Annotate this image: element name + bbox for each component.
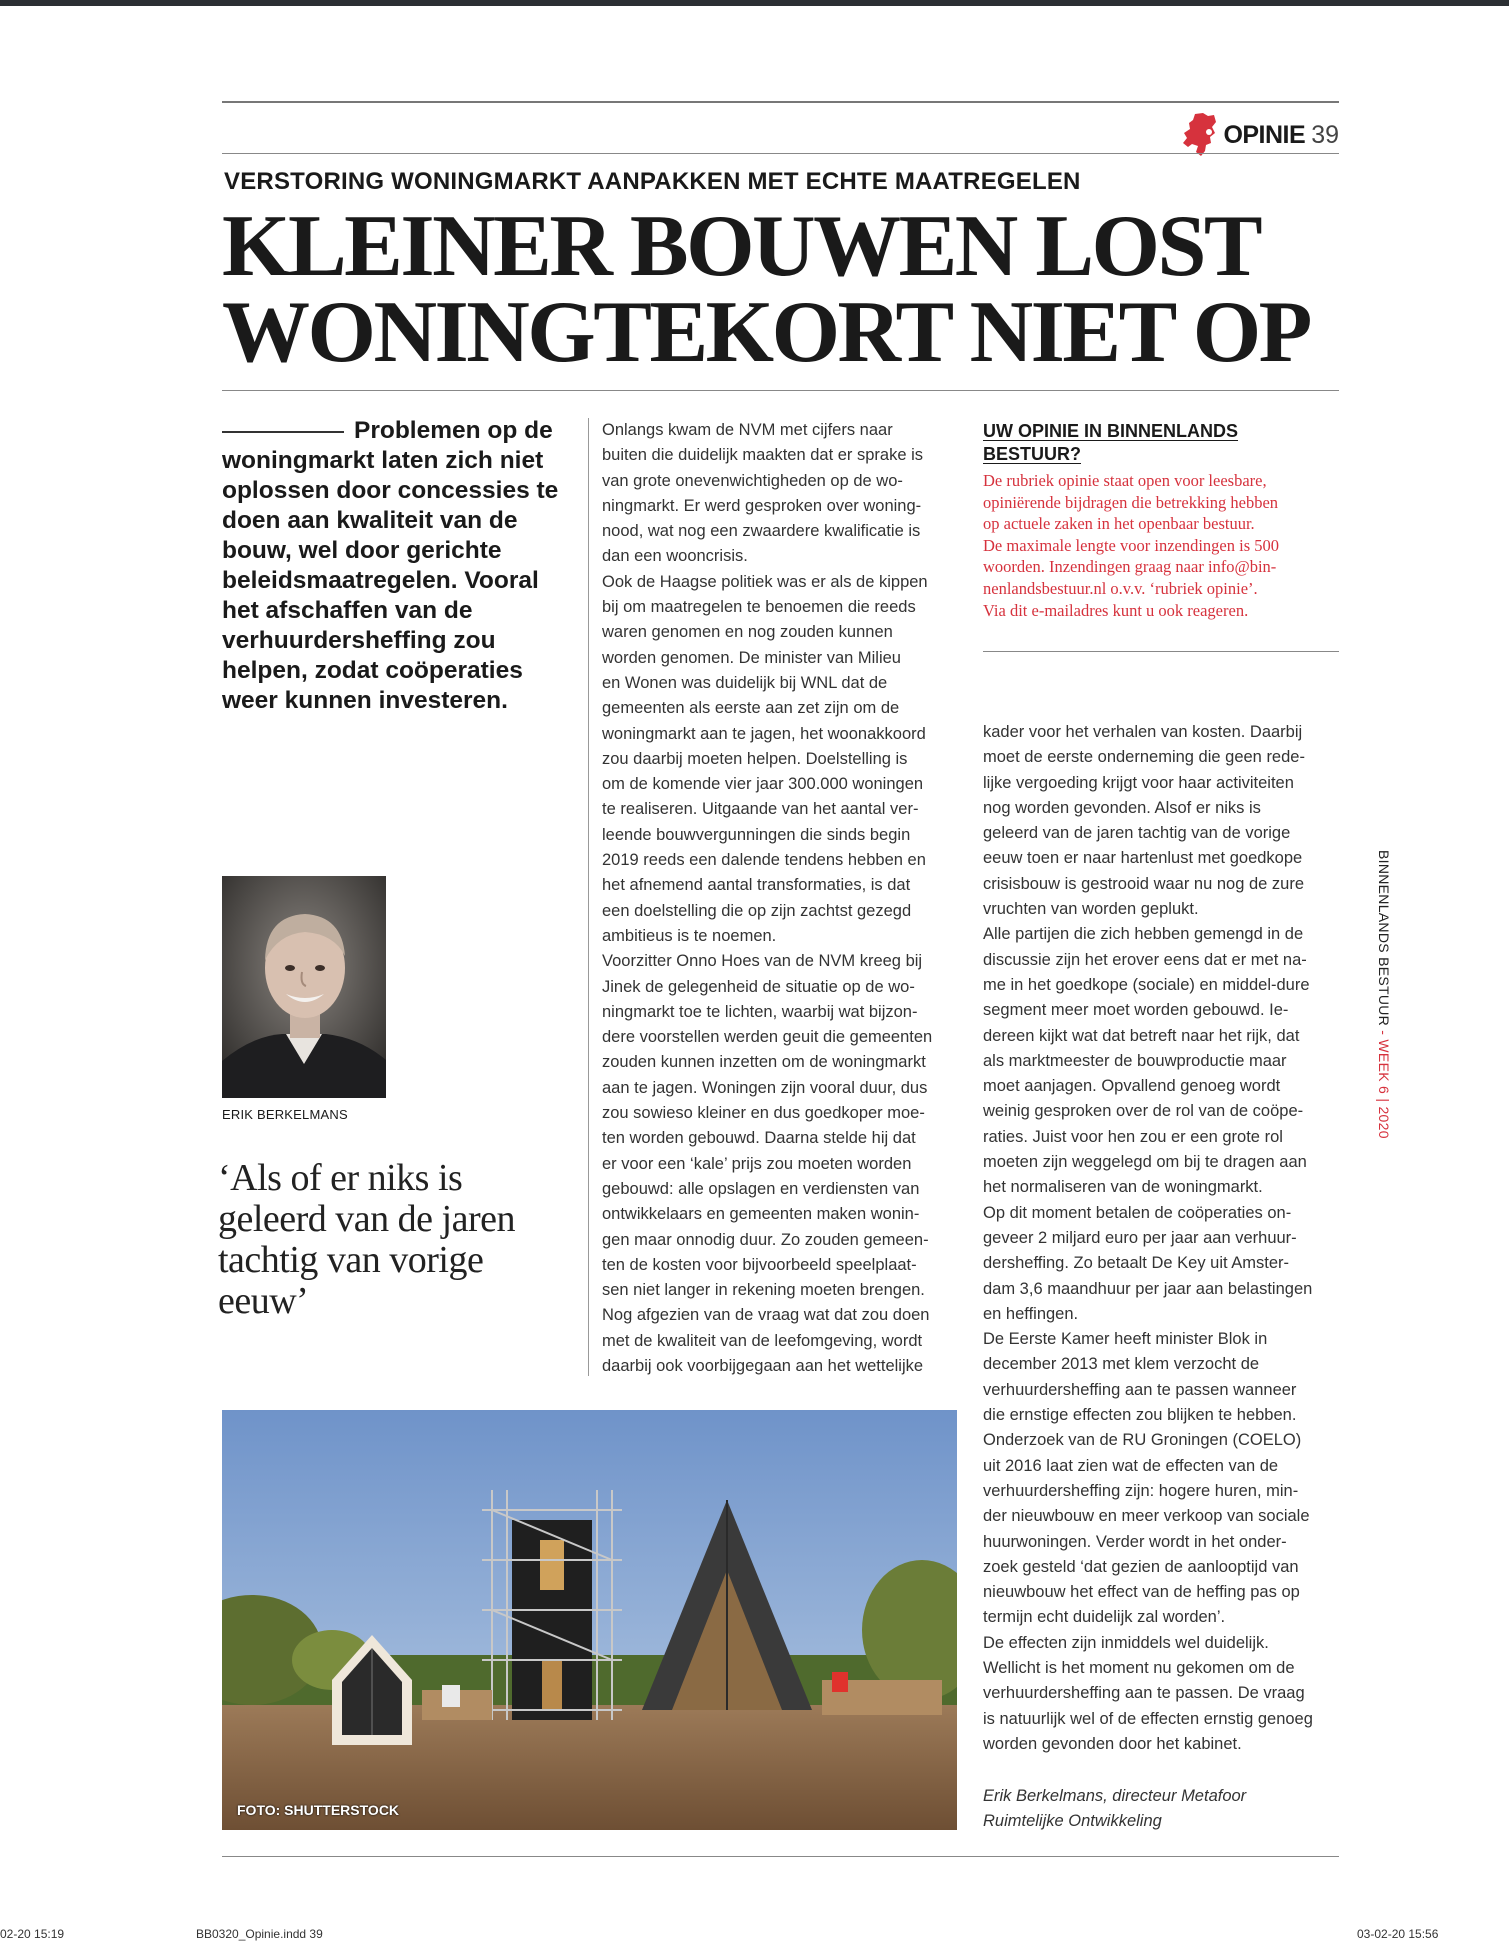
vertical-publication-label: [1376, 850, 1392, 1139]
footer-center: BB0320_Opinie.indd 39: [196, 1927, 323, 1941]
publication-name: BINNENLANDS BESTUUR: [1376, 850, 1392, 1027]
window-top-bar: [0, 0, 1509, 6]
netherlands-map-icon: [1181, 112, 1217, 158]
intro-text: Problemen op de woningmarkt laten zich niet oplossen door concessies te doen aan kwaliteit van de bouw, wel door gerichte beleidsmaatregelen. Vooral het afschaffen van de verhuurdersheffing zou helpen, zodat coöperaties weer kunnen investeren.: [222, 417, 559, 714]
author-byline: Erik Berkelmans, directeur Metafoor Ruimtelijke Ontwikkeling: [983, 1787, 1247, 1830]
headline-line-2: WONINGTEKORT NIET OP: [222, 284, 1310, 381]
headline-rule: [222, 390, 1339, 391]
section-rule: [222, 153, 1339, 154]
article-kicker: VERSTORING WONINGMARKT AANPAKKEN MET ECHTE MAATREGELEN: [224, 168, 1081, 195]
main-photo: [222, 1410, 957, 1830]
portrait-caption: ERIK BERKELMANS: [222, 1107, 348, 1122]
opinion-box-title: UW OPINIE IN BINNENLANDS BESTUUR?: [983, 421, 1239, 464]
headline-line-1: KLEINER BOUWEN LOST: [222, 198, 1261, 295]
footer-right: 03-02-20 15:56: [1357, 1927, 1439, 1941]
article-column-3: kader voor het verhalen van kosten. Daarbij moet de eerste onderneming die geen rede- lijke vergoeding krijgt voor haar activiteiten nog worden gevonden. Alsof er niks is geleerd van de jaren tachtig van de vorige eeuw toen er naar hartenlust met goedkope crisisbouw is gestrooid waar nu nog de zure vruchten van worden geplukt. Alle partijen die zich hebben gemengd in de discussie zijn het erover eens dat er met na- me in het goedkope (sociale) en middel-dure segment meer moet worden gebouwd. Ie- dereen kijkt wat dat betreft naar het rijk, dat als marktmeester de bouwproductie maar moet aanjagen. Opvallend genoeg wordt weinig gesproken over de rol van de coöpe- raties. Juist voor hen zou er een grote rol moeten zijn weggelegd om bij te dragen aan het normaliseren van de woningmarkt. Op dit moment betalen de coöperaties on- geveer 2 miljard euro per jaar aan verhuur- dersheffing. Zo betaalt De Key uit Amster- dam 3,6 maandhuur per jaar aan belastingen en heffingen. De Eerste Kamer heeft minister Blok in december 2013 met klem verzocht de verhuurdersheffing aan te passen wanneer die ernstige effecten zou blijken te hebben. Onderzoek van de RU Groningen (COELO) uit 2016 laat zien wat de effecten van de verhuurdersheffing zijn: hogere huren, min- der nieuwbouw en meer verkoop van sociale huurwoningen. Verder wordt in het onder- zoek gesteld ‘dat gezien de aanlooptijd van nieuwbouw het effect van de heffing pas op termijn echt duidelijk zal worden’. De effecten zijn inmiddels wel duidelijk. Wellicht is het moment nu gekomen om de verhuurdersheffing aan te passen. De vraag is natuurlijk wel of de effecten ernstig genoeg worden gevonden door het kabinet.: [983, 723, 1313, 1753]
opinion-box-rule: [983, 651, 1339, 652]
column-divider: [588, 418, 589, 1376]
opinion-box-body: De rubriek opinie staat open voor leesbare, opiniërende bijdragen die betrekking hebben op actuele zaken in het openbaar bestuur. De maximale lengte voor inzendingen is 500 woorden. Inzendingen graag naar info@bin- nenlandsbestuur.nl o.v.v. ‘rubriek opinie’. Via dit e-mailadres kunt u ook reageren.: [983, 471, 1280, 620]
section-header: [1181, 112, 1339, 158]
bottom-rule: [222, 1856, 1339, 1857]
tiny-houses-image: [222, 1410, 957, 1830]
page-number: 39: [1311, 120, 1339, 149]
section-label: OPINIE: [1223, 120, 1306, 149]
article-column-2: Onlangs kwam de NVM met cijfers naar buiten die duidelijk maakten dat er sprake is van grote onevenwichtigheden op de wo- ningmarkt. Er werd gesproken over woning- nood, wat nog een zwaardere kwalificatie is dan een wooncrisis. Ook de Haagse politiek was er als de kippen bij om maatregelen te benoemen die reeds waren genomen en nog zouden kunnen worden genomen. De minister van Milieu en Wonen was duidelijk bij WNL dat de gemeenten als eerste aan zet zijn om de woningmarkt aan te jagen, het woonakkoord zou daarbij moeten helpen. Doelstelling is om de komende vier jaar 300.000 woningen te realiseren. Uitgaande van het aantal ver- leende bouwvergunningen die sinds begin 2019 reeds een dalende tendens hebben en het afnemend aantal transformaties, is dat een doelstelling die op zijn zachtst gezegd ambitieus is te noemen. Voorzitter Onno Hoes van de NVM kreeg bij Jinek de gelegenheid de situatie op de wo- ningmarkt toe te lichten, waarbij wat bijzon- dere voorstellen werden geuit die gemeenten zouden kunnen inzetten om de woningmarkt aan te jagen. Woningen zijn vooral duur, dus zou sowieso kleiner en dus goedkoper moe- ten worden gebouwd. Daarna stelde hij dat er voor een ‘kale’ prijs zou moeten worden gebouwd: alle opslagen en verdiensten van ontwikkelaars en gemeenten maken wonin- gen maar onnodig duur. Zo zouden gemeen- ten de kosten voor bijvoorbeeld speelplaat- sen niet langer in rekening moeten brengen. Nog afgezien van de vraag wat dat zou doen met de kwaliteit van de leefomgeving, wordt daarbij ook voorbijgegaan aan het wettelijke: [602, 421, 933, 1375]
author-portrait: [222, 876, 386, 1098]
footer-left: 02-20 15:19: [0, 1927, 65, 1941]
photo-credit: FOTO: SHUTTERSTOCK: [237, 1802, 400, 1818]
article-headline: [222, 198, 1342, 381]
top-rule: [222, 101, 1339, 103]
pull-quote: ‘Als of er niks is geleerd van de jaren tachtig van vorige eeuw’: [218, 1157, 515, 1322]
intro-dash: [222, 431, 344, 433]
week-label: - WEEK 6: [1376, 1026, 1392, 1099]
year-label: | 2020: [1376, 1098, 1392, 1139]
portrait-image: [222, 876, 386, 1098]
